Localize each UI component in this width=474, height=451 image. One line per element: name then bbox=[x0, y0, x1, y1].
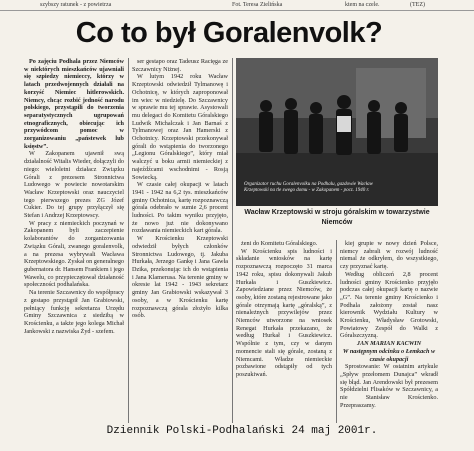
paragraph: W Krościenku spis ludności i składanie wniosków na kartę rozpoznawczą rozpoczęto 31 marca 1942 roku, spisu dokonywali Jakub Hurkała i Guszkiewicz. Zapowiedziane przez Niemców, że osoby, które zostaną rejestrowane jako górale otrzymają kartę „góralską”, z nienależnych przywilejów przez Niemców utworzone na wniosek Renegat Hurkała przekazano, że według Hurkał i Guszkiewicz. Wspólnie z tym, czy w danym momencie stali się górale, zostaną z Niemcami. Władze niemieckie pozbawione odstąpiły od tych poszukiwań. bbox=[236, 247, 332, 378]
paragraph: W Krościenku Krzeptowski odwiedził byłych członków Stronnictwa Ludowego, tj. Jakuba Hurkała, Jerzego Gankę i Jana Gawła Dzika, przekonując ich do wstąpienia i Jana Klamerusa. Na terenie gminy w okresie lat 1942 - 1943 sekretarz gminy Jan Grabiowski wskazywał 3 osoby, a w Krościenku kartę rozpoznawczą górala złożyło kilka osób. bbox=[132, 235, 228, 320]
top-strip-far-right: (TEZ) bbox=[410, 2, 425, 8]
paragraph: kiej grupie w nowy dzień Polsce, niemcy zabrali w rozwój ludność niemal że odkryłem, do wszystkiego, czy przyznać kartę. bbox=[340, 240, 438, 271]
author-signature: JAN MARIAN KACWIN bbox=[356, 340, 422, 348]
paragraph: ser gestapo oraz Tadeusz Racięga ze Szczawnicy Niżnej. bbox=[132, 58, 228, 73]
column-divider bbox=[232, 58, 233, 423]
publication-dateline: Dziennik Polski-Podhalański 24 maj 2001r. bbox=[106, 425, 378, 437]
column-divider bbox=[336, 240, 337, 423]
paragraph: W pracy z niemieckich poczynań w Zakopanem byli zaczepienie kolaborantów do zorganizowania Związku Górali, zwanego goralenvolk, a na prezesa wybrywali Wacława Krzeptowskiego. Zyskał on generalnego gubernatora dr. Hansem Frankiem i jego Wawelu, co przypieczętował działaność społeczności podhalańska. bbox=[24, 219, 124, 289]
column-divider bbox=[128, 58, 129, 423]
top-strip-left: szybszy ratunek - z powietrza bbox=[40, 2, 112, 8]
paragraph: żeni do Komitetu Góralskiego. bbox=[241, 240, 318, 247]
paragraph: Po zajęciu Podhala przez Niemców w niektórych mieszkańców ujawniali się szpiedzy niemieccy, którzy w latach przedwojennych działali na korzyść Niemiec hitlerowskich. Niemcy, chcąc rozbić jedność narodu polskiego, przystąpili do tworzenia separatystycznych ugrupowań etnograficznych, obiecując ich przywódcom pomoc w zorganizowaniu „państewek lub księstw”. bbox=[24, 58, 124, 150]
article-column-2 bbox=[132, 58, 228, 423]
paragraph: W lutym 1942 roku Wacław Krzeptowski odwiedził Tylmanowę i Ochotnicę, w których zaproponował im wiec w niedzielę. Do Szczawnicy w sprawie mu tej sprawie. Asystowali mu delegaci do Komitetu Góralskiego Ludwik Michalczak i Jan Barnaś z Tylmanowej oraz Jan Hamerski z Ochotnicy. Krzeptowski przekonywał górali do wstąpienia do tworzonego „Legionu Góralskiego”, który miał walczyć u boku armii niemieckiej z najeźdźcami wschodnimi - Rosją Sowiecką. bbox=[132, 73, 228, 181]
paragraph: Według obliczeń 2,8 procent ludności gminy Krościenko przyjęło podczas całej okupacji kartę o nazwie „G”. Na terenie gminy Krościenko i Podhala założony został nasz kierownik Wydziału Kultury w Krościenku, Władysław Grotowski, Powiatowy Zespół do Walki z Góralszczyzną. bbox=[340, 270, 438, 340]
paragraph: W Zakopanem ujawnił swą działalność Witalis Wieder, dołączyli do niego: wieloletni działacz Związku Górali z prezesem Stronnictwa Ludowego w powiecie nowotarskim Wacław Krzeptowski oraz nauczyciel tego pierwszego prezes ZG Józef Cukier. Do tej grupy przyłączył się Stefan i Andrzej Krzeptowscy. bbox=[24, 150, 124, 220]
top-strip bbox=[0, 0, 474, 11]
top-strip-right: ktem na czele. bbox=[345, 2, 380, 8]
headline: Co to był Goralenvolk? bbox=[75, 17, 383, 49]
photo-caption: Organizator ruchu Goralenvolku na Podhalu, gazdowie Wacław Krzeptowski na tle swego domu - w Zakopanem - pocz. 1940 r. bbox=[244, 182, 373, 193]
paragraph: W czasie całej okupacji w latach 1941 - 1942 na 6,2 tys. mieszkańców gminy Ochotnica, kartę rozpoznawczą górala odebrało w sumie 2,6 procent ludności. Po takim wyniku przyjęto, że nowo już nie dokonywano rozdawania niemieckich kart górala. bbox=[132, 181, 228, 235]
article-column-3 bbox=[236, 240, 332, 423]
photo-credit: Wacław Krzeptowski w stroju góralskim w towarzystwie Niemców bbox=[244, 209, 430, 226]
next-episode-note: W następnym odcinku o Łemkach w czasie okupacji bbox=[342, 347, 436, 363]
top-strip-middle: Fot. Teresa Zielińska bbox=[232, 2, 283, 8]
article-column-1 bbox=[24, 58, 124, 423]
paragraph: Na terenie Szczawnicy do współpracy z gestapo przystąpił Jan Grabiowski, pełniący funkcję sekretarza Urzędu Gminy Szczawnica z siedzibą w Krościenku, a także jego kolega Michał Jankowski z nazwiska Żyd - szefem. bbox=[24, 289, 124, 335]
correction-note: Sprostowanie: W ostatnim artykule „Spływ przełomem Dunajca” wkradł się błąd. Jan Arendowski był prezesem Spółdzielni Flisaków w Szczawnicy, a nie Stanisław Krościenko. Przepraszamy. bbox=[340, 363, 438, 409]
article-column-4 bbox=[340, 240, 438, 423]
